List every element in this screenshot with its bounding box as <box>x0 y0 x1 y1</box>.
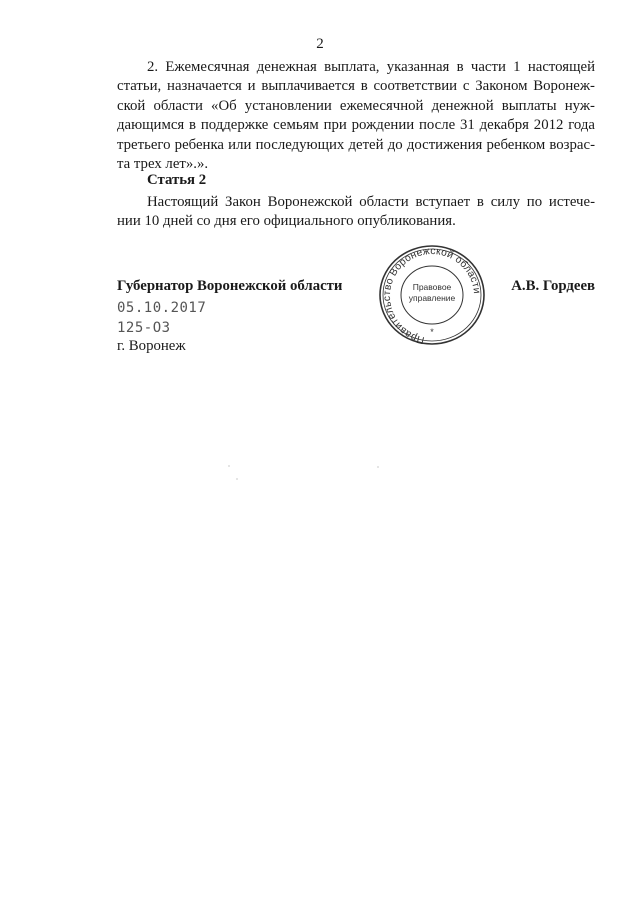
signing-city: г. Воронеж <box>117 338 186 354</box>
seal-inner-text-line2: управление <box>408 293 456 303</box>
signer-name: А.В. Гордеев <box>511 278 595 294</box>
seal-outer-text: Правительство Воронежской области <box>381 245 483 346</box>
paragraph-1-line: ской области «Об установлении ежемесячной денежной выплаты нуж- <box>117 97 595 114</box>
paragraph-2 <box>117 193 595 232</box>
official-seal <box>376 243 488 348</box>
scan-artifact <box>377 466 379 468</box>
signing-date: 05.10.2017 <box>117 300 207 316</box>
paragraph-2-line: Настоящий Закон Воронежской области вступает в силу по истече- <box>147 194 595 210</box>
paragraph-2-line: нии 10 дней со дня его официального опубликования. <box>117 213 456 230</box>
page-number: 2 <box>316 36 324 52</box>
scan-artifact <box>236 478 238 480</box>
paragraph-1-line: дающимся в поддержке семьям при рождении после 31 декабря 2012 года <box>117 117 595 134</box>
official-seal-stamp <box>376 243 488 348</box>
paragraph-1-line: та трех лет».». <box>117 156 209 173</box>
signer-title: Губернатор Воронежской области <box>117 278 343 294</box>
paragraph-1-line: статьи, назначается и выплачивается в соответствии с Законом Воронеж- <box>117 78 595 95</box>
seal-inner-text-line1: Правовое <box>412 282 452 292</box>
law-number: 125-ОЗ <box>117 320 171 336</box>
paragraph-1-line: третьего ребенка или последующих детей до достижения ребенком возрас- <box>117 136 595 153</box>
paragraph-1 <box>117 58 595 174</box>
seal-star: * <box>430 327 434 337</box>
paragraph-1-line: 2. Ежемесячная денежная выплата, указанная в части 1 настоящей <box>147 59 595 75</box>
article-heading: Статья 2 <box>147 172 207 188</box>
scan-artifact <box>228 465 230 467</box>
